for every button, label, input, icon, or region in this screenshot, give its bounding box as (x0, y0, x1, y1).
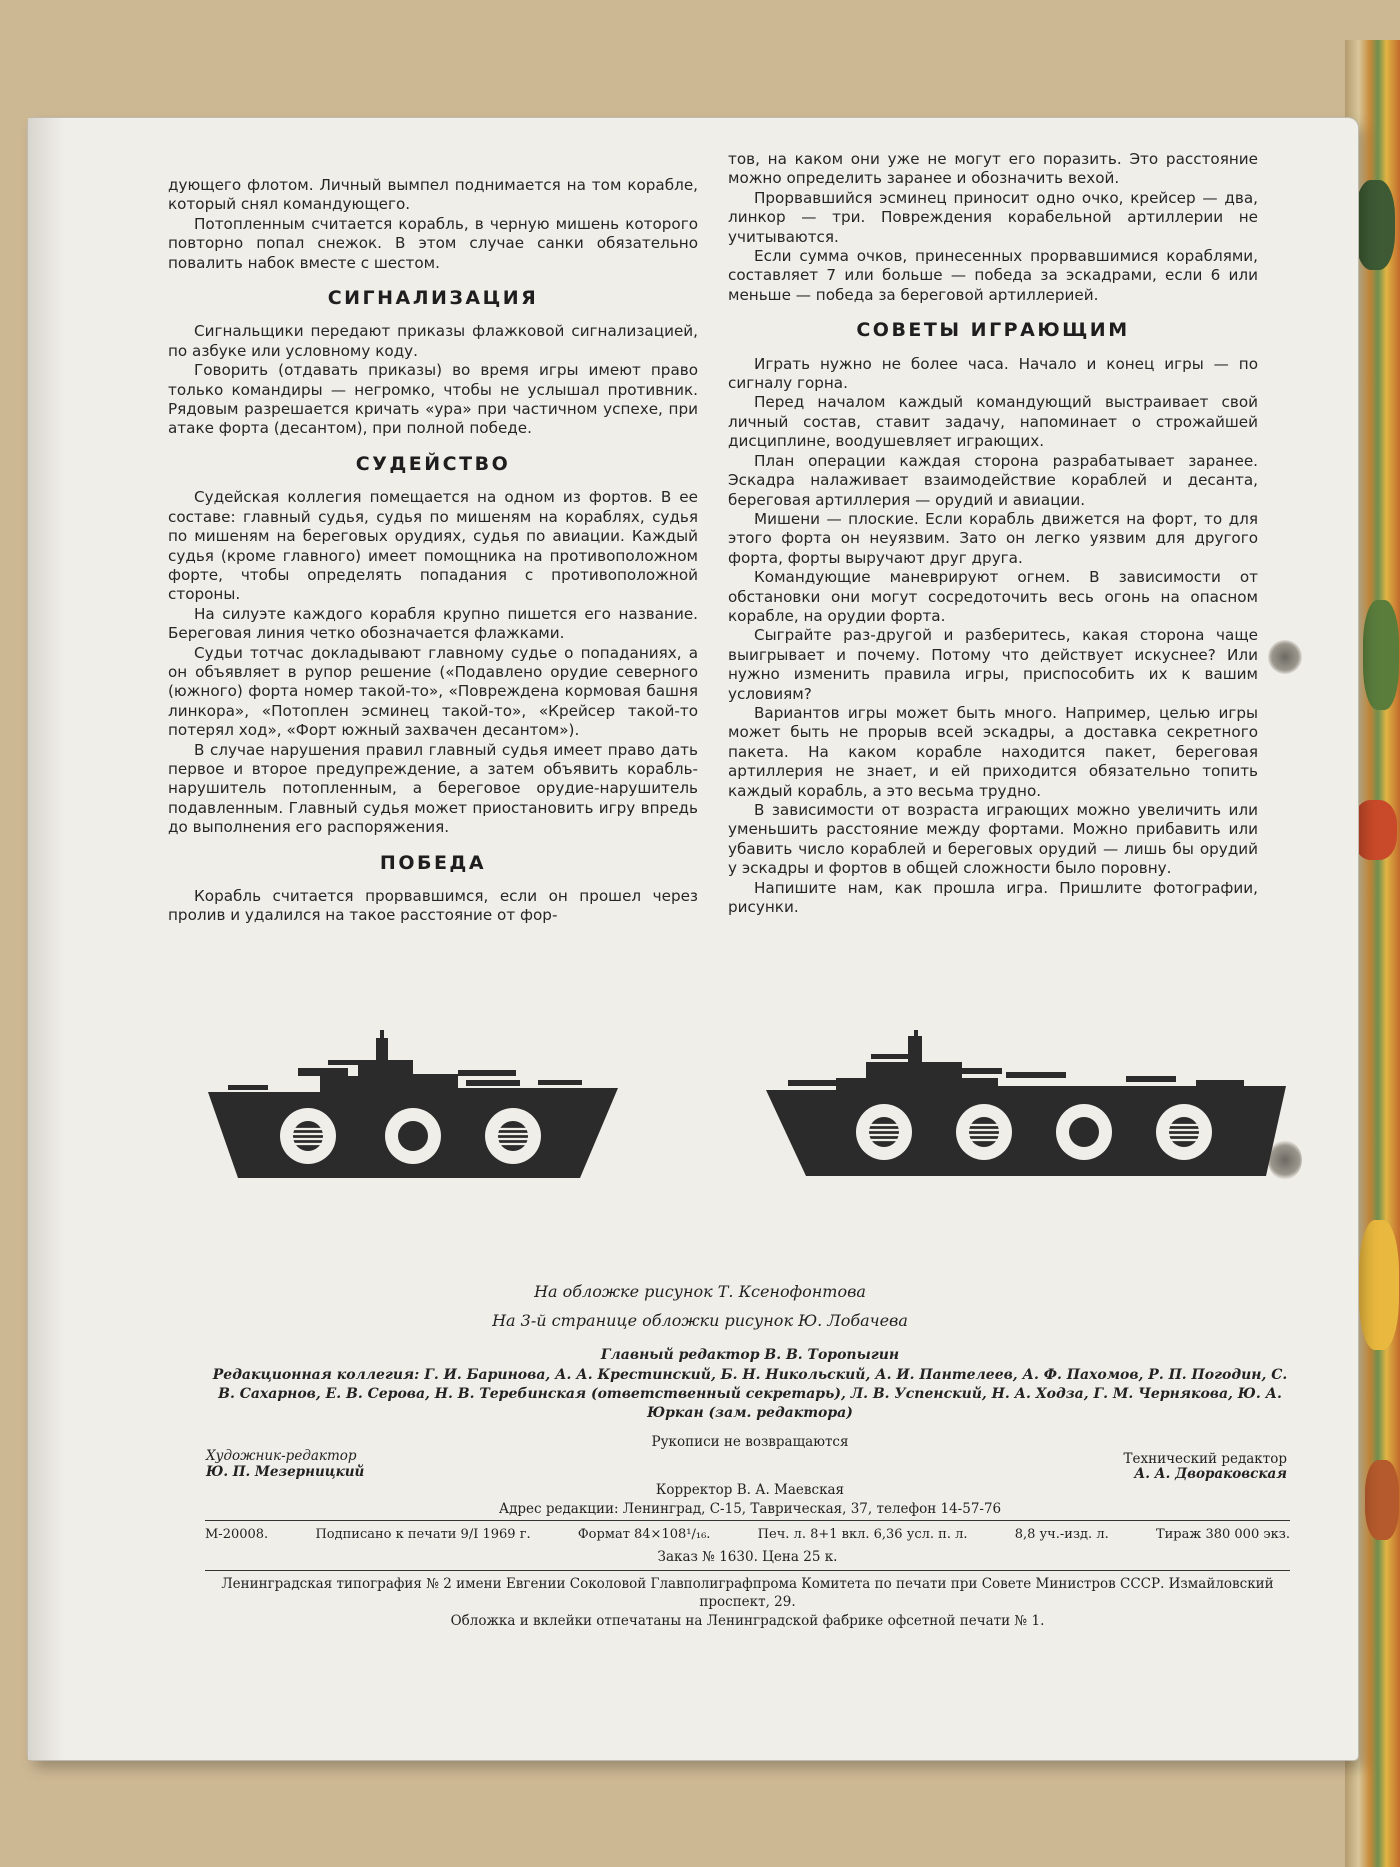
section-heading-victory: ПОБЕДА (379, 851, 487, 874)
imprint-format: Формат 84×108¹/₁₆. (577, 1527, 711, 1542)
left-column (168, 176, 698, 926)
cover-print-info: Обложка и вклейки отпечатаны на Ленинградской фабрике офсетной печати № 1. (450, 1613, 1045, 1629)
imprint-pub-sheets: 8,8 уч.-изд. л. (1014, 1527, 1109, 1542)
imprint-order: Заказ № 1630. Цена 25 к. (657, 1549, 838, 1565)
cover-credit: На обложке рисунок Т. Ксенофонтова (534, 1282, 866, 1301)
paragraph: Говорить (отдавать приказы) во время игры имеют право только командиры — негромко, чтобы не услышал противник. Рядовым разрешается кричать «ура» при частичном успехе, при атаке форта (десантом), при полной победе. (168, 361, 698, 438)
paragraph: Потопленным считается корабль, в черную мишень которого повторно попал снежок. В этом случае санки обязательно повалить набок вместе с шестом. (168, 214, 698, 272)
imprint-signed: Подписано к печати 9/I 1969 г. (315, 1527, 531, 1542)
paragraph: Мишени — плоские. Если корабль движется на форт, то для этого форта он неуязвим. Зато он легко уязвим для другого форта, форты выручают друг друга. (728, 509, 1258, 567)
section-heading-advice: СОВЕТЫ ИГРАЮЩИМ (856, 319, 1130, 342)
imprint-circulation: Тираж 380 000 экз. (1155, 1527, 1290, 1542)
paragraph: В случае нарушения правил главный судья имеет право дать первое и второе предупреждение, а затем объявить корабль-нарушитель потопленным, а береговое орудие-нарушитель подавленным. Главный судья может приостановить игру впредь до выполнения его распоряжения. (168, 740, 698, 837)
page-gutter-shadow (28, 118, 64, 1760)
art-editor-title: Художник-редактор (206, 1448, 357, 1464)
paragraph: План операции каждая сторона разрабатывает заранее. Эскадра налаживает взаимодействие кораблей и десанта, береговая артиллерия — орудий и авиации. (728, 451, 1258, 509)
paragraph: Сыграйте раз-другой и разберитесь, какая сторона чаще выигрывает и почему. Потому что действует искуснее? Или нужно изменить правила игры, приспособить их к вашим условиям? (728, 626, 1258, 703)
divider (205, 1570, 1290, 1571)
staple-hole-top (1268, 640, 1302, 674)
paragraph: Перед началом каждый командующий выстраивает свой личный состав, ставит задачу, напоминает о строжайшей дисциплине, воодушевляет играющих. (728, 393, 1258, 451)
chief-editor: Главный редактор В. В. Торопыгин (600, 1347, 900, 1363)
proofreader: Корректор В. А. Маевская (655, 1482, 845, 1498)
imprint-sheets: Печ. л. 8+1 вкл. 6,36 усл. п. л. (757, 1527, 968, 1542)
paragraph: дующего флотом. Личный вымпел поднимается на том корабле, который снял командующего. (168, 176, 698, 214)
paragraph: Прорвавшийся эсминец приносит одно очко, крейсер — два, линкор — три. Повреждения корабельной артиллерии не учитываются. (728, 188, 1258, 246)
section-heading-judging: СУДЕЙСТВО (355, 452, 511, 475)
imprint-row (205, 1527, 1290, 1542)
section-heading-signal: СИГНАЛИЗАЦИЯ (327, 287, 539, 310)
divider (205, 1520, 1290, 1521)
paragraph: Командующие маневрируют огнем. В зависимости от обстановки они могут сосредоточить весь огонь на опасном корабле, на орудии форта. (728, 568, 1258, 625)
paragraph: Судьи тотчас докладывают главному судье о попаданиях, а он объявляет в рупор решение («Подавлено орудие северного (южного) форта номер такой-то», «Повреждена кормовая башня линкора», «Потоплен эсминец такой-то», «Крейсер такой-то потерял ход», «Форт южный захвачен десантом»). (168, 643, 698, 740)
paragraph: тов, на каком они уже не могут его поразить. Это расстояние можно определить заранее и обозначить вехой. (728, 150, 1258, 188)
right-column (728, 150, 1258, 917)
editorial-address: Адрес редакции: Ленинград, С-15, Таврическая, 37, телефон 14-57-76 (498, 1501, 1002, 1517)
paragraph: Корабль считается прорвавшимся, если он прошел через пролив и удалился на такое расстояние от фор- (168, 887, 698, 925)
ship-illustration-right (766, 1030, 1286, 1180)
imprint-code: М-20008. (205, 1527, 269, 1542)
editorial-board: Редакционная коллегия: Г. И. Баринова, А. А. Крестинский, Б. Н. Никольский, А. И. Пантелеев, А. Ф. Пахомов, Р. П. Погодин, С. В. Сахарнов, Е. В. Серова, Н. В. Теребинская (ответственный секретарь), Л. В. Успенский, Н. А. Ходза, Г. М. Чернякова, Ю. А. Юркан (зам. редактора) (212, 1367, 1288, 1421)
manuscripts-note: Рукописи не возвращаются (651, 1434, 849, 1450)
third-page-credit: На 3-й странице обложки рисунок Ю. Лобачева (492, 1311, 908, 1330)
tech-editor-name: А. А. Дворaковская (1134, 1466, 1287, 1482)
paragraph: На силуэте каждого корабля крупно пишется его название. Береговая линия четко обозначается флажками. (168, 604, 698, 643)
printer-info: Ленинградская типография № 2 имени Евгении Соколовой Главполиграфпрома Комитета по печати при Совете Министров СССР. Измайловский проспект, 29. (221, 1576, 1274, 1610)
art-editor-name: Ю. П. Мезерницкий (206, 1464, 365, 1480)
paragraph: В зависимости от возраста играющих можно увеличить или уменьшить расстояние между фортами. Можно прибавить или убавить число кораблей и береговых орудий — лишь бы орудий у эскадры и фортов в общей сложности было поровну. (728, 801, 1258, 878)
paragraph: Играть нужно не более часа. Начало и конец игры — по сигналу горна. (728, 354, 1258, 393)
paragraph: Если сумма очков, принесенных прорвавшимися кораблями, составляет 7 или больше — победа за эскадрами, если 6 или меньше — победа за береговой артиллерией. (728, 247, 1258, 304)
paragraph: Сигнальщики передают приказы флажковой сигнализацией, по азбуке или условному коду. (168, 322, 698, 360)
paragraph: Вариантов игры может быть много. Например, целью игры может быть не прорыв всей эскадры, а доставка секретного пакета. На каком корабле находится пакет, береговая артиллерия не знает, и ей приходится обязательно топить каждый корабль, а это весьма трудно. (728, 703, 1258, 800)
paragraph: Судейская коллегия помещается на одном из фортов. В ее составе: главный судья, судья по мишеням на кораблях, судья по мишеням на береговых орудиях, судья по авиации. Каждый судья (кроме главного) имеет помощника на противоположном форте, чтобы определять попадания с противоположной стороны. (168, 488, 698, 604)
ship-illustration-left (208, 1030, 618, 1180)
paragraph: Напишите нам, как прошла игра. Пришлите фотографии, рисунки. (728, 878, 1258, 917)
tech-editor-title: Технический редактор (1123, 1451, 1287, 1467)
